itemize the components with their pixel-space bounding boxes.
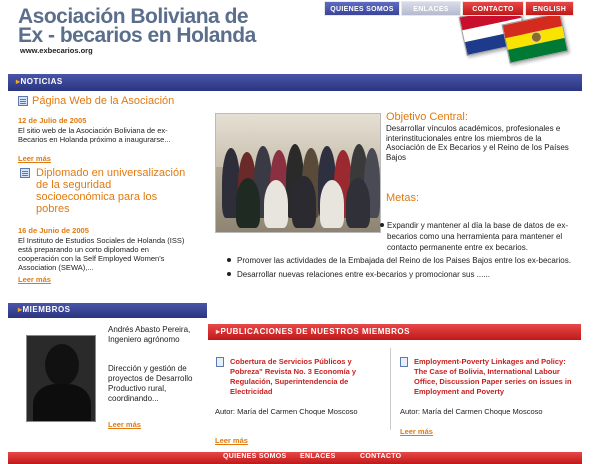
news-date: 16 de Junio de 2005 (18, 226, 89, 235)
member-readmore-link[interactable]: Leer más (108, 420, 141, 429)
objective-body: Desarrollar vínculos académicos, profesionales e interinstitucionales entre los miembros de la Asociación de Ex Becarios y el Reino de los Países Bajos (386, 124, 569, 162)
nav-section-title: ▸ NOTICIAS (16, 77, 63, 86)
footer-nav (8, 452, 582, 464)
footer-link-contacto[interactable]: CONTACTO (360, 453, 402, 460)
member-photo (26, 335, 96, 422)
publications-bar (208, 324, 581, 340)
document-icon (20, 168, 30, 178)
tab-quienes-somos[interactable]: QUIENES SOMOS (324, 1, 400, 16)
publication-author: Autor: María del Carmen Choque Moscoso (400, 407, 543, 416)
metas-title: Metas: (386, 192, 420, 204)
objective-title: Objetivo Central: (386, 111, 468, 123)
list-item: Desarrollar nuevas relaciones entre ex-becarios y promocionar sus ...... (225, 269, 583, 280)
member-role: Ingeniero agrónomo (108, 335, 180, 344)
list-item: Promover las actividades de la Embajada del Reino de los Paises Bajos entre los ex-becarios. (225, 255, 583, 266)
news-readmore-link[interactable]: Leer más (18, 154, 51, 163)
news-date: 12 de Julio de 2005 (18, 116, 87, 125)
top-nav (8, 74, 582, 91)
members-bar-title: ▸ MIEMBROS (18, 305, 71, 314)
site-url[interactable]: www.exbecarios.org (20, 46, 93, 55)
news-title[interactable]: Diplomado en universalización de la seguridad socioeconómica para los pobres (20, 167, 190, 215)
divider (390, 348, 391, 430)
publications-bar-title: ▸ PUBLICACIONES DE NUESTROS MIEMBROS (216, 327, 410, 336)
news-readmore-link[interactable]: Leer más (18, 275, 51, 284)
document-icon (400, 357, 408, 367)
site-title-line1[interactable]: Asociación Boliviana de (18, 5, 249, 28)
document-icon (18, 96, 28, 106)
tab-enlaces[interactable]: ENLACES (401, 1, 461, 16)
news-heading[interactable]: Página Web de la Asociación (18, 95, 174, 107)
site-title-line2[interactable]: Ex - becarios en Holanda (18, 24, 256, 47)
publication-readmore-link[interactable]: Leer más (215, 436, 248, 445)
tab-contacto[interactable]: CONTACTO (462, 1, 524, 16)
metas-list (225, 220, 583, 280)
publication-link[interactable]: Employment-Poverty Linkages and Policy: The Case of Bolivia, International Labour Office, Discussion Paper series on issues in Employment and Poverty (414, 357, 574, 397)
members-bar (8, 303, 207, 318)
member-name: Andrés Abasto Pereira, (108, 325, 191, 334)
news-body: El Instituto de Estudios Sociales de Holanda (ISS) está preparando un corto diplomado en cooperación con la Self Employed Women's Association (SEWA),... (18, 236, 185, 272)
tab-english[interactable]: ENGLISH (525, 1, 574, 16)
member-desc: Dirección y gestión de proyectos de Desarrollo Productivo rural, coordinando... (108, 364, 193, 403)
group-photo (215, 113, 381, 233)
member-info (108, 325, 208, 345)
publication-readmore-link[interactable]: Leer más (400, 427, 433, 436)
publication-link[interactable]: Cobertura de Servicios Públicos y Pobreza" Revista No. 3 Economía y Regulación, Superintendencia de Electricidad (230, 357, 382, 397)
footer-link-enlaces[interactable]: ENLACES (300, 453, 336, 460)
news-body: El sitio web de la Asociación Boliviana de ex-Becarios en Holanda próximo a inaugurarse... (18, 126, 171, 144)
document-icon (216, 357, 224, 367)
list-item: Expandir y mantener al día la base de datos de ex-becarios como una herramienta para mantener el contacto permanente entre ex becarios. (225, 220, 583, 253)
publication-author: Autor: María del Carmen Choque Moscoso (215, 407, 358, 416)
footer-link-quienes-somos[interactable]: QUIENES SOMOS (223, 453, 287, 460)
